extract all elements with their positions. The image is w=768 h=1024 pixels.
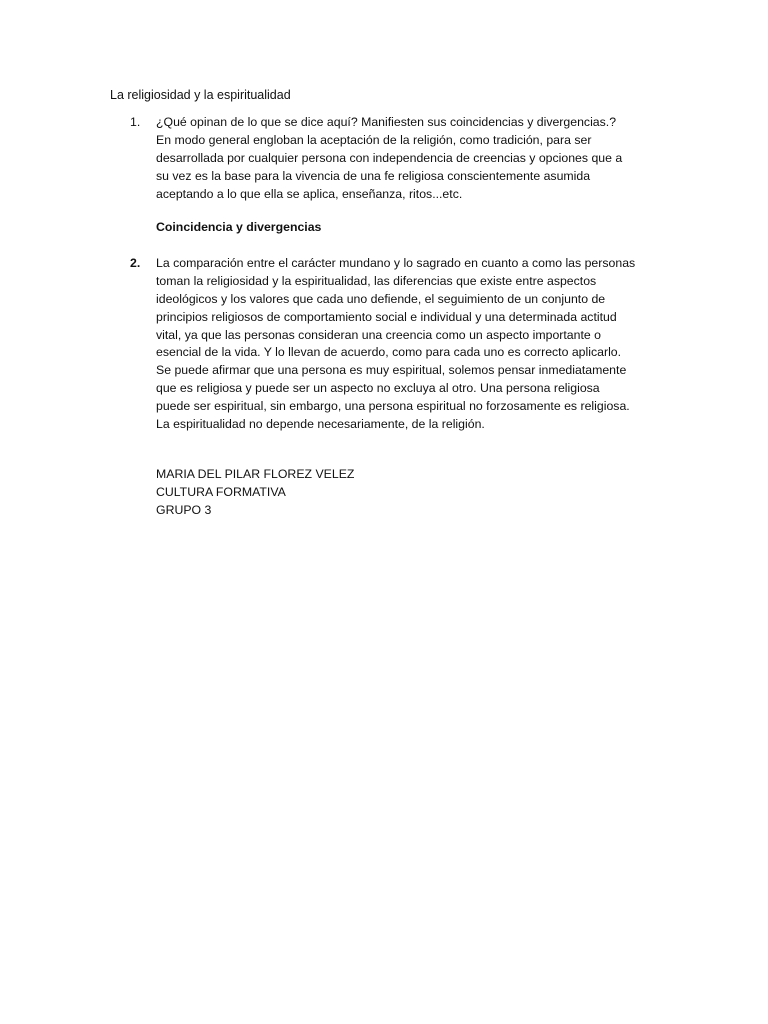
- text-line: su vez es la base para la vivencia de una fe religiosa conscientemente asumida: [156, 168, 591, 183]
- text-line: ¿Qué opinan de lo que se dice aquí? Manifiesten sus coincidencias y divergencias.?: [156, 115, 617, 129]
- section-subheading: Coincidencia y divergencias: [156, 220, 322, 234]
- text-line: desarrollada por cualquier persona con independencia de creencias y opciones que a: [156, 150, 623, 165]
- text-line: La espiritualidad no depende necesariamente, de la religión.: [156, 417, 485, 432]
- text-line: aceptando a lo que ella se aplica, enseñanza, ritos...etc.: [156, 186, 463, 201]
- text-line: que es religiosa y puede ser un aspecto no excluya al otro. Una persona religiosa: [156, 381, 600, 396]
- list-item-text: [156, 255, 676, 434]
- text-line: La comparación entre el carácter mundano y lo sagrado en cuanto a como las personas: [156, 256, 636, 270]
- list-marker: 2.: [130, 256, 141, 270]
- text-line: vital, ya que las personas consideran una creencia como un aspecto importante o: [156, 327, 601, 342]
- text-line: esencial de la vida. Y lo llevan de acuerdo, como para cada uno es correcto aplicarlo.: [156, 345, 622, 360]
- author-name: MARIA DEL PILAR FLOREZ VELEZ: [156, 467, 355, 481]
- signature-block: [156, 466, 354, 520]
- text-line: Se puede afirmar que una persona es muy espiritual, solemos pensar inmediatamente: [156, 363, 627, 378]
- course-name: CULTURA FORMATIVA: [156, 484, 286, 499]
- list-item-text: [156, 114, 676, 203]
- document-title: La religiosidad y la espiritualidad: [110, 88, 291, 102]
- group-name: GRUPO 3: [156, 502, 212, 517]
- text-line: En modo general engloban la aceptación de la religión, como tradición, para ser: [156, 132, 592, 147]
- text-line: principios religiosos de comportamiento social e individual y una determinada actitud: [156, 309, 617, 324]
- text-line: ideológicos y los valores que cada uno defiende, el seguimiento de un conjunto de: [156, 291, 606, 306]
- list-marker: 1.: [130, 115, 141, 129]
- text-line: toman la religiosidad y la espiritualidad, las diferencias que existe entre aspectos: [156, 273, 597, 288]
- text-line: puede ser espiritual, sin embargo, una persona espiritual no forzosamente es religiosa.: [156, 399, 630, 414]
